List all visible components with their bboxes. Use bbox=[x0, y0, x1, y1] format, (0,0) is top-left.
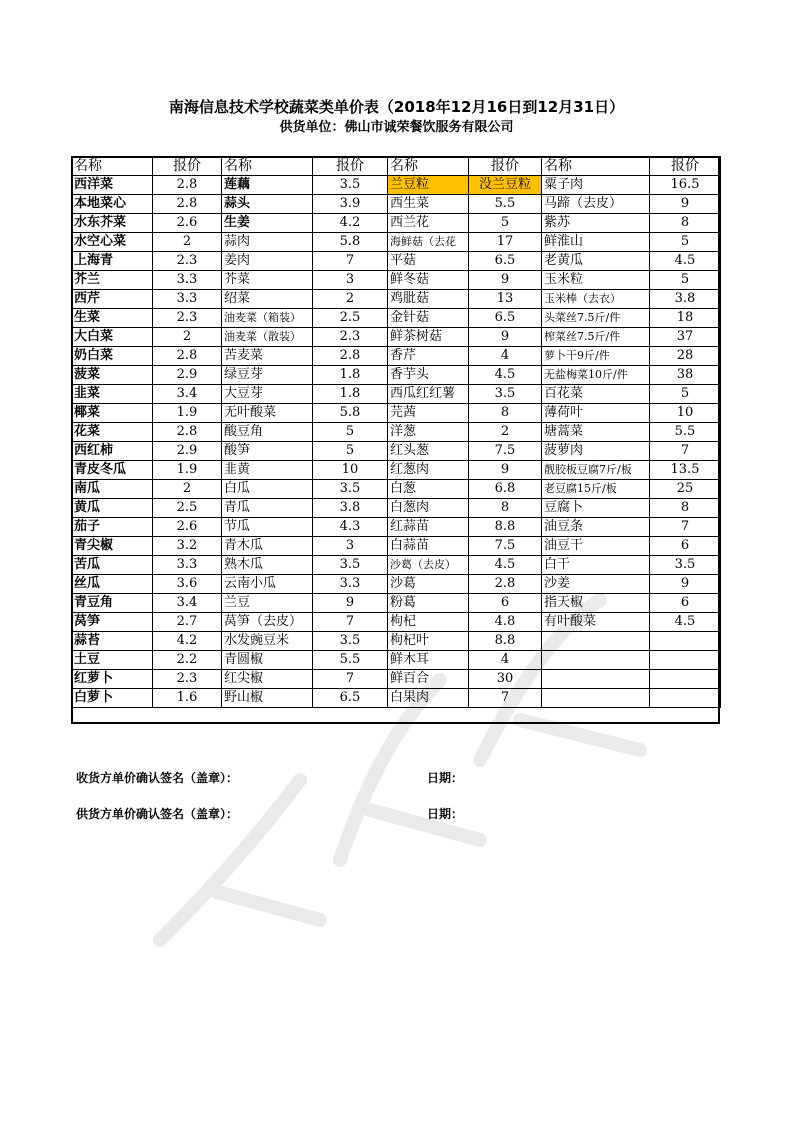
item-price-cell: 4 bbox=[469, 347, 542, 366]
table-row bbox=[72, 214, 721, 233]
item-price-cell: 7 bbox=[313, 613, 388, 632]
table-row bbox=[72, 176, 721, 195]
price-table bbox=[71, 156, 721, 708]
item-price-cell: 4.2 bbox=[313, 214, 388, 233]
item-price-cell: 5 bbox=[650, 385, 721, 404]
item-name-cell: 上海青 bbox=[72, 252, 153, 271]
item-name-cell bbox=[542, 670, 650, 689]
item-name-cell bbox=[542, 689, 650, 708]
item-name-cell: 枸杞叶 bbox=[388, 632, 469, 651]
table-row bbox=[72, 366, 721, 385]
item-price-cell: 30 bbox=[469, 670, 542, 689]
item-price-cell: 5 bbox=[650, 233, 721, 252]
item-price-cell bbox=[650, 632, 721, 651]
item-price-cell: 7 bbox=[469, 689, 542, 708]
item-name-cell: 韭黄 bbox=[222, 461, 313, 480]
item-name-cell: 兰豆粒 bbox=[388, 176, 469, 195]
item-price-cell: 3.3 bbox=[153, 271, 222, 290]
item-name-cell: 水发豌豆米 bbox=[222, 632, 313, 651]
item-price-cell: 2 bbox=[469, 423, 542, 442]
header-price: 报价 bbox=[650, 157, 721, 176]
item-name-cell: 粟子肉 bbox=[542, 176, 650, 195]
table-row bbox=[72, 347, 721, 366]
item-name-cell: 油豆干 bbox=[542, 537, 650, 556]
item-price-cell bbox=[650, 689, 721, 708]
item-name-cell: 茄子 bbox=[72, 518, 153, 537]
item-name-cell: 绿豆芽 bbox=[222, 366, 313, 385]
item-name-cell: 水空心菜 bbox=[72, 233, 153, 252]
item-price-cell: 7 bbox=[650, 442, 721, 461]
item-name-cell: 白萝卜 bbox=[72, 689, 153, 708]
item-price-cell: 2.3 bbox=[153, 670, 222, 689]
item-name-cell: 鸡肶菇 bbox=[388, 290, 469, 309]
item-price-cell: 3.4 bbox=[153, 594, 222, 613]
item-name-cell: 节瓜 bbox=[222, 518, 313, 537]
item-name-cell: 云南小瓜 bbox=[222, 575, 313, 594]
item-name-cell: 指天椒 bbox=[542, 594, 650, 613]
item-name-cell: 豆腐卜 bbox=[542, 499, 650, 518]
item-name-cell: 榨菜丝7.5斤/件 bbox=[542, 328, 650, 347]
item-price-cell: 3.5 bbox=[313, 176, 388, 195]
item-name-cell: 玉米棒（去衣） bbox=[542, 290, 650, 309]
item-name-cell: 马蹄（去皮） bbox=[542, 195, 650, 214]
table-row bbox=[72, 442, 721, 461]
item-price-cell: 1.8 bbox=[313, 366, 388, 385]
item-price-cell: 2.6 bbox=[153, 214, 222, 233]
item-price-cell: 没兰豆粒 bbox=[469, 176, 542, 195]
item-price-cell: 3.3 bbox=[153, 290, 222, 309]
item-price-cell: 4.8 bbox=[469, 613, 542, 632]
table-row bbox=[72, 613, 721, 632]
item-price-cell: 2.8 bbox=[313, 347, 388, 366]
item-price-cell: 3 bbox=[313, 537, 388, 556]
header-name: 名称 bbox=[388, 157, 469, 176]
item-name-cell: 油豆条 bbox=[542, 518, 650, 537]
item-price-cell: 4.2 bbox=[153, 632, 222, 651]
header-name: 名称 bbox=[542, 157, 650, 176]
item-name-cell: 沙姜 bbox=[542, 575, 650, 594]
item-name-cell: 熟木瓜 bbox=[222, 556, 313, 575]
table-row bbox=[72, 233, 721, 252]
table-row bbox=[72, 499, 721, 518]
table-row bbox=[72, 404, 721, 423]
item-price-cell: 17 bbox=[469, 233, 542, 252]
item-name-cell: 红萝卜 bbox=[72, 670, 153, 689]
item-price-cell: 7.5 bbox=[469, 537, 542, 556]
item-price-cell: 3.3 bbox=[153, 556, 222, 575]
item-name-cell: 本地菜心 bbox=[72, 195, 153, 214]
item-price-cell: 4.5 bbox=[469, 366, 542, 385]
item-price-cell: 2.6 bbox=[153, 518, 222, 537]
item-price-cell: 9 bbox=[469, 271, 542, 290]
item-name-cell: 粉葛 bbox=[388, 594, 469, 613]
item-price-cell: 2.3 bbox=[153, 252, 222, 271]
item-name-cell: 黄瓜 bbox=[72, 499, 153, 518]
supplier-date-label: 日期： bbox=[427, 807, 464, 821]
item-name-cell: 蒜头 bbox=[222, 195, 313, 214]
table-row bbox=[72, 480, 721, 499]
item-name-cell: 野山椒 bbox=[222, 689, 313, 708]
item-name-cell bbox=[542, 632, 650, 651]
header-price: 报价 bbox=[313, 157, 388, 176]
item-name-cell: 鲜淮山 bbox=[542, 233, 650, 252]
item-name-cell: 酸笋 bbox=[222, 442, 313, 461]
item-price-cell: 6 bbox=[650, 594, 721, 613]
item-price-cell: 16.5 bbox=[650, 176, 721, 195]
item-price-cell: 2.2 bbox=[153, 651, 222, 670]
item-price-cell: 3.8 bbox=[650, 290, 721, 309]
item-price-cell: 3.5 bbox=[650, 556, 721, 575]
item-name-cell: 莴笋（去皮） bbox=[222, 613, 313, 632]
item-name-cell: 洋葱 bbox=[388, 423, 469, 442]
item-name-cell: 油麦菜（散装） bbox=[222, 328, 313, 347]
item-price-cell: 1.9 bbox=[153, 461, 222, 480]
receiver-signature-label: 收货方单价确认签名（盖章）： bbox=[76, 771, 239, 785]
item-name-cell: 菠萝肉 bbox=[542, 442, 650, 461]
item-name-cell: 青木瓜 bbox=[222, 537, 313, 556]
item-name-cell: 大豆芽 bbox=[222, 385, 313, 404]
item-name-cell: 萝卜干9斤/件 bbox=[542, 347, 650, 366]
item-price-cell: 2.9 bbox=[153, 442, 222, 461]
item-price-cell: 2.7 bbox=[153, 613, 222, 632]
item-name-cell: 香芋头 bbox=[388, 366, 469, 385]
item-name-cell: 生菜 bbox=[72, 309, 153, 328]
table-row bbox=[72, 461, 721, 480]
table-row bbox=[72, 575, 721, 594]
table-row bbox=[72, 651, 721, 670]
item-name-cell: 青皮冬瓜 bbox=[72, 461, 153, 480]
item-name-cell: 有叶酸菜 bbox=[542, 613, 650, 632]
item-price-cell: 9 bbox=[650, 575, 721, 594]
item-name-cell: 平菇 bbox=[388, 252, 469, 271]
item-price-cell bbox=[650, 670, 721, 689]
item-name-cell: 兰豆 bbox=[222, 594, 313, 613]
item-name-cell: 油麦菜（箱装） bbox=[222, 309, 313, 328]
item-price-cell: 13.5 bbox=[650, 461, 721, 480]
receiver-date-label: 日期： bbox=[427, 771, 464, 785]
item-price-cell: 5.5 bbox=[313, 651, 388, 670]
item-name-cell: 青瓜 bbox=[222, 499, 313, 518]
item-price-cell: 2.5 bbox=[153, 499, 222, 518]
item-name-cell: 红尖椒 bbox=[222, 670, 313, 689]
item-price-cell: 4 bbox=[469, 651, 542, 670]
item-price-cell: 4.3 bbox=[313, 518, 388, 537]
item-price-cell: 5.5 bbox=[650, 423, 721, 442]
item-name-cell: 无盐梅菜10斤/件 bbox=[542, 366, 650, 385]
item-name-cell: 鲜百合 bbox=[388, 670, 469, 689]
item-name-cell: 白葱 bbox=[388, 480, 469, 499]
item-price-cell: 5.8 bbox=[313, 233, 388, 252]
item-price-cell: 38 bbox=[650, 366, 721, 385]
item-name-cell: 韭菜 bbox=[72, 385, 153, 404]
header-name: 名称 bbox=[72, 157, 153, 176]
item-name-cell: 沙葛 bbox=[388, 575, 469, 594]
item-name-cell: 鲜冬菇 bbox=[388, 271, 469, 290]
item-name-cell: 姜肉 bbox=[222, 252, 313, 271]
table-row bbox=[72, 556, 721, 575]
item-name-cell: 薄荷叶 bbox=[542, 404, 650, 423]
table-row bbox=[72, 518, 721, 537]
item-name-cell: 紫苏 bbox=[542, 214, 650, 233]
page-title: 南海信息技术学校蔬菜类单价表（2018年12月16日到12月31日） bbox=[168, 98, 625, 116]
item-name-cell: 蒜肉 bbox=[222, 233, 313, 252]
item-price-cell: 2.5 bbox=[313, 309, 388, 328]
item-price-cell bbox=[650, 651, 721, 670]
item-price-cell: 5 bbox=[313, 442, 388, 461]
item-name-cell: 水东芥菜 bbox=[72, 214, 153, 233]
table-row bbox=[72, 594, 721, 613]
item-price-cell: 10 bbox=[313, 461, 388, 480]
item-price-cell: 2.8 bbox=[153, 347, 222, 366]
item-price-cell: 3.2 bbox=[153, 537, 222, 556]
item-name-cell: 白瓜 bbox=[222, 480, 313, 499]
item-name-cell: 丝瓜 bbox=[72, 575, 153, 594]
header-price: 报价 bbox=[469, 157, 542, 176]
item-name-cell: 鲜茶树菇 bbox=[388, 328, 469, 347]
item-name-cell: 芥兰 bbox=[72, 271, 153, 290]
item-name-cell: 白果肉 bbox=[388, 689, 469, 708]
item-name-cell: 莲藕 bbox=[222, 176, 313, 195]
item-price-cell: 1.6 bbox=[153, 689, 222, 708]
item-price-cell: 3.9 bbox=[313, 195, 388, 214]
item-name-cell: 蒜苔 bbox=[72, 632, 153, 651]
item-name-cell: 绍菜 bbox=[222, 290, 313, 309]
table-row bbox=[72, 385, 721, 404]
item-price-cell: 4.5 bbox=[650, 252, 721, 271]
item-name-cell: 花菜 bbox=[72, 423, 153, 442]
item-price-cell: 3.4 bbox=[153, 385, 222, 404]
item-price-cell: 2.8 bbox=[153, 176, 222, 195]
item-price-cell: 2 bbox=[153, 328, 222, 347]
item-price-cell: 3.8 bbox=[313, 499, 388, 518]
item-price-cell: 3.5 bbox=[469, 385, 542, 404]
item-price-cell: 7 bbox=[313, 670, 388, 689]
item-price-cell: 9 bbox=[469, 461, 542, 480]
item-name-cell: 菠菜 bbox=[72, 366, 153, 385]
item-price-cell: 37 bbox=[650, 328, 721, 347]
item-price-cell: 2.8 bbox=[153, 195, 222, 214]
item-name-cell: 白干 bbox=[542, 556, 650, 575]
item-name-cell: 百花菜 bbox=[542, 385, 650, 404]
item-name-cell: 红葱肉 bbox=[388, 461, 469, 480]
item-price-cell: 8 bbox=[469, 404, 542, 423]
table-row bbox=[72, 195, 721, 214]
item-price-cell: 2 bbox=[313, 290, 388, 309]
table-row bbox=[72, 290, 721, 309]
item-price-cell: 3 bbox=[313, 271, 388, 290]
item-name-cell: 青尖椒 bbox=[72, 537, 153, 556]
table-row bbox=[72, 537, 721, 556]
item-price-cell: 5.8 bbox=[313, 404, 388, 423]
item-name-cell: 苦瓜 bbox=[72, 556, 153, 575]
item-name-cell: 海鲜菇（去花 bbox=[388, 233, 469, 252]
item-name-cell: 无叶酸菜 bbox=[222, 404, 313, 423]
item-name-cell: 枸杞 bbox=[388, 613, 469, 632]
item-price-cell: 7 bbox=[313, 252, 388, 271]
item-price-cell: 8 bbox=[650, 214, 721, 233]
supplier-line: 供货单位：佛山市诚荣餐饮服务有限公司 bbox=[279, 120, 514, 135]
item-name-cell: 香芹 bbox=[388, 347, 469, 366]
item-price-cell: 3.6 bbox=[153, 575, 222, 594]
item-price-cell: 3.5 bbox=[313, 556, 388, 575]
table-row bbox=[72, 632, 721, 651]
item-price-cell: 9 bbox=[650, 195, 721, 214]
table-row bbox=[72, 309, 721, 328]
item-name-cell: 白葱肉 bbox=[388, 499, 469, 518]
item-price-cell: 7 bbox=[650, 518, 721, 537]
table-row bbox=[72, 423, 721, 442]
item-price-cell: 6.8 bbox=[469, 480, 542, 499]
item-price-cell: 2.8 bbox=[153, 423, 222, 442]
item-price-cell: 9 bbox=[313, 594, 388, 613]
item-price-cell: 1.9 bbox=[153, 404, 222, 423]
item-price-cell: 2.9 bbox=[153, 366, 222, 385]
item-price-cell: 2.3 bbox=[153, 309, 222, 328]
item-name-cell: 南瓜 bbox=[72, 480, 153, 499]
table-row bbox=[72, 670, 721, 689]
table-header-row bbox=[72, 157, 721, 176]
item-price-cell: 2.3 bbox=[313, 328, 388, 347]
item-price-cell: 28 bbox=[650, 347, 721, 366]
item-name-cell: 青豆角 bbox=[72, 594, 153, 613]
item-price-cell: 7.5 bbox=[469, 442, 542, 461]
item-name-cell: 鲜木耳 bbox=[388, 651, 469, 670]
item-price-cell: 4.5 bbox=[650, 613, 721, 632]
item-price-cell: 5 bbox=[469, 214, 542, 233]
item-price-cell: 6.5 bbox=[469, 309, 542, 328]
item-name-cell: 老黄瓜 bbox=[542, 252, 650, 271]
table-row bbox=[72, 252, 721, 271]
item-name-cell: 芫茜 bbox=[388, 404, 469, 423]
item-name-cell: 苦麦菜 bbox=[222, 347, 313, 366]
item-name-cell: 青圆椒 bbox=[222, 651, 313, 670]
item-price-cell: 3.5 bbox=[313, 480, 388, 499]
item-name-cell: 土豆 bbox=[72, 651, 153, 670]
item-price-cell: 3.5 bbox=[313, 632, 388, 651]
item-name-cell: 芥菜 bbox=[222, 271, 313, 290]
item-price-cell: 8.8 bbox=[469, 632, 542, 651]
item-name-cell: 塘蒿菜 bbox=[542, 423, 650, 442]
item-price-cell: 5 bbox=[313, 423, 388, 442]
header-price: 报价 bbox=[153, 157, 222, 176]
supplier-signature-label: 供货方单价确认签名（盖章）： bbox=[76, 807, 239, 821]
item-name-cell: 奶白菜 bbox=[72, 347, 153, 366]
item-name-cell: 金针菇 bbox=[388, 309, 469, 328]
item-price-cell: 6.5 bbox=[469, 252, 542, 271]
item-name-cell: 生姜 bbox=[222, 214, 313, 233]
item-name-cell bbox=[542, 651, 650, 670]
item-price-cell: 25 bbox=[650, 480, 721, 499]
item-price-cell: 6 bbox=[650, 537, 721, 556]
item-price-cell: 1.8 bbox=[313, 385, 388, 404]
item-name-cell: 西红柿 bbox=[72, 442, 153, 461]
item-price-cell: 10 bbox=[650, 404, 721, 423]
item-price-cell: 18 bbox=[650, 309, 721, 328]
item-name-cell: 椰菜 bbox=[72, 404, 153, 423]
table-row bbox=[72, 689, 721, 708]
item-price-cell: 2 bbox=[153, 233, 222, 252]
item-name-cell: 红蒜苗 bbox=[388, 518, 469, 537]
item-price-cell: 6.5 bbox=[313, 689, 388, 708]
item-name-cell: 西瓜红红薯 bbox=[388, 385, 469, 404]
item-price-cell: 3.3 bbox=[313, 575, 388, 594]
item-name-cell: 莴笋 bbox=[72, 613, 153, 632]
header-name: 名称 bbox=[222, 157, 313, 176]
item-name-cell: 西生菜 bbox=[388, 195, 469, 214]
item-price-cell: 8 bbox=[469, 499, 542, 518]
item-name-cell: 西洋菜 bbox=[72, 176, 153, 195]
item-price-cell: 4.5 bbox=[469, 556, 542, 575]
item-name-cell: 西芹 bbox=[72, 290, 153, 309]
item-price-cell: 2.8 bbox=[469, 575, 542, 594]
item-price-cell: 8.8 bbox=[469, 518, 542, 537]
item-name-cell: 玉米粒 bbox=[542, 271, 650, 290]
item-price-cell: 5.5 bbox=[469, 195, 542, 214]
item-price-cell: 9 bbox=[469, 328, 542, 347]
item-name-cell: 沙葛（去皮） bbox=[388, 556, 469, 575]
item-name-cell: 大白菜 bbox=[72, 328, 153, 347]
item-price-cell: 5 bbox=[650, 271, 721, 290]
item-name-cell: 酸豆角 bbox=[222, 423, 313, 442]
item-price-cell: 6 bbox=[469, 594, 542, 613]
item-name-cell: 西兰花 bbox=[388, 214, 469, 233]
item-name-cell: 白蒜苗 bbox=[388, 537, 469, 556]
item-name-cell: 靓胶板豆腐7斤/板 bbox=[542, 461, 650, 480]
item-name-cell: 老豆腐15斤/板 bbox=[542, 480, 650, 499]
item-name-cell: 红头葱 bbox=[388, 442, 469, 461]
table-row bbox=[72, 328, 721, 347]
item-price-cell: 13 bbox=[469, 290, 542, 309]
item-price-cell: 2 bbox=[153, 480, 222, 499]
table-row bbox=[72, 271, 721, 290]
item-price-cell: 8 bbox=[650, 499, 721, 518]
item-name-cell: 头菜丝7.5斤/件 bbox=[542, 309, 650, 328]
